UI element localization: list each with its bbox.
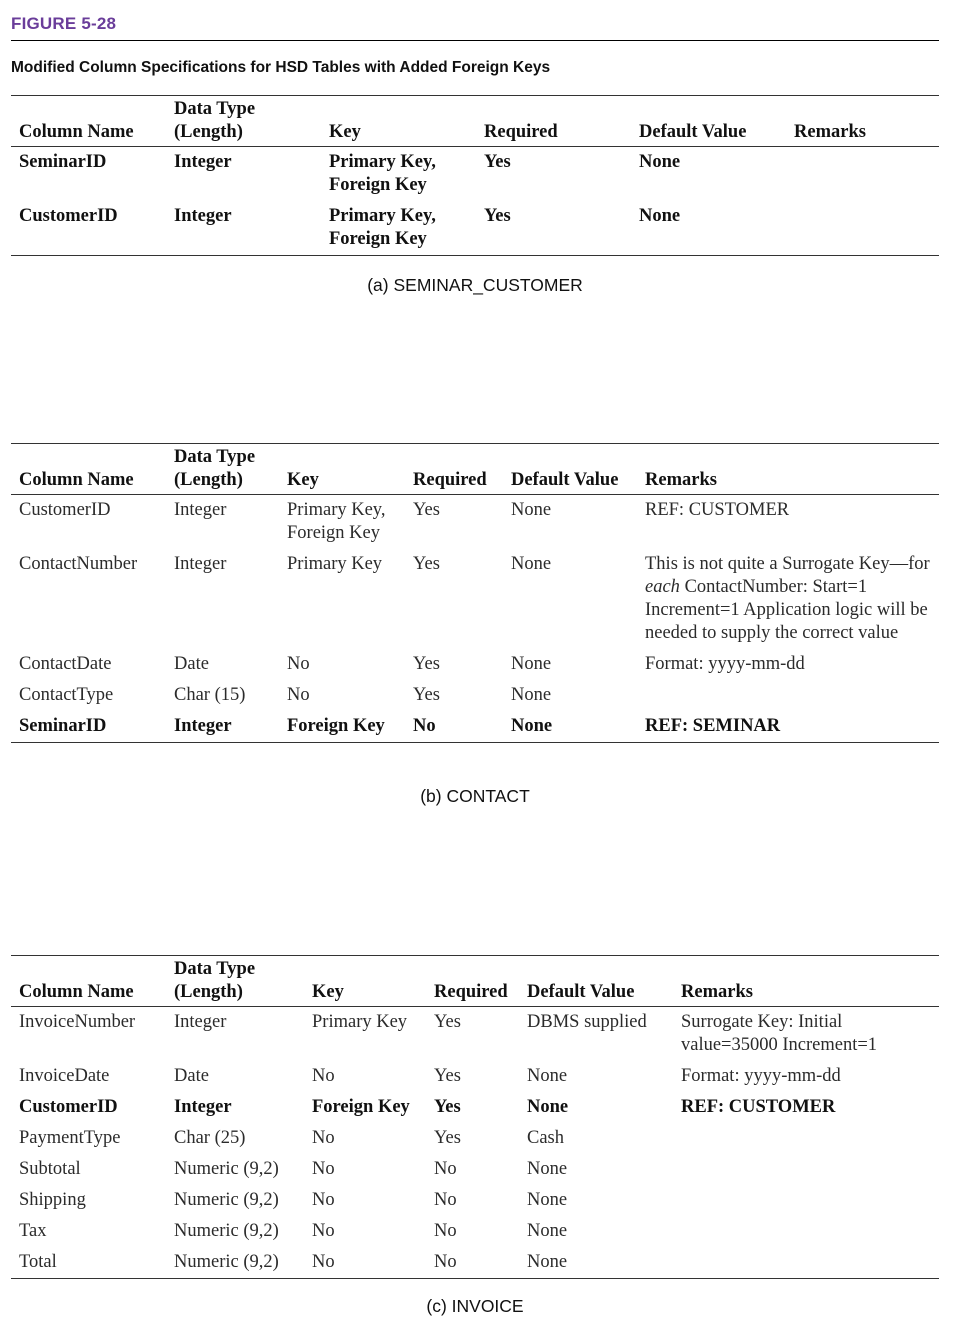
cell-remarks: Surrogate Key: Initial value=35000 Increment=1	[681, 1012, 878, 1055]
cell-required: Yes	[413, 685, 440, 705]
cell-key: Primary Key, Foreign Key	[287, 500, 386, 543]
cell-remarks: This is not quite a Surrogate Key—for each ContactNumber: Start=1 Increment=1 Application logic will be needed to supply the correct value	[645, 554, 930, 643]
cell-key: No	[312, 1190, 335, 1210]
header-data-type: Data Type (Length)	[174, 959, 256, 1002]
header-key: Key	[287, 470, 319, 490]
cell-column-name: CustomerID	[19, 1097, 118, 1117]
cell-required: Yes	[434, 1128, 461, 1148]
cell-default-value: None	[511, 654, 552, 674]
table-invoice	[11, 955, 939, 1279]
table-caption-a: (a) SEMINAR_CUSTOMER	[367, 275, 583, 295]
header-row	[11, 96, 939, 147]
header-remarks: Remarks	[681, 982, 753, 1002]
header-required: Required	[484, 122, 558, 142]
cell-key: Primary Key, Foreign Key	[329, 206, 436, 249]
header-default-value: Default Value	[527, 982, 635, 1002]
header-remarks: Remarks	[794, 122, 866, 142]
cell-required: No	[413, 716, 436, 736]
cell-default-value: None	[639, 152, 681, 172]
cell-remarks: REF: CUSTOMER	[681, 1097, 836, 1117]
cell-default-value: None	[527, 1190, 568, 1210]
header-key: Key	[312, 982, 344, 1002]
cell-remarks	[637, 680, 939, 711]
cell-remarks	[673, 1185, 939, 1216]
cell-required: Yes	[434, 1097, 461, 1117]
cell-key: No	[287, 654, 310, 674]
cell-column-name: Tax	[19, 1221, 47, 1241]
cell-data-type: Integer	[174, 152, 232, 172]
cell-key: Foreign Key	[287, 716, 385, 736]
table-caption-c: (c) INVOICE	[426, 1296, 524, 1316]
table-row	[11, 147, 939, 202]
header-column-name: Column Name	[19, 122, 134, 142]
cell-required: Yes	[434, 1066, 461, 1086]
cell-data-type: Date	[174, 1066, 209, 1086]
cell-default-value: Cash	[527, 1128, 564, 1148]
cell-data-type: Integer	[174, 554, 227, 574]
table-row	[11, 201, 939, 256]
cell-column-name: Shipping	[19, 1190, 86, 1210]
cell-default-value: None	[527, 1252, 568, 1272]
cell-column-name: CustomerID	[19, 500, 111, 520]
cell-required: Yes	[484, 206, 511, 226]
cell-required: Yes	[413, 554, 440, 574]
cell-remarks	[673, 1247, 939, 1279]
cell-default-value: None	[527, 1097, 569, 1117]
cell-remarks	[786, 201, 939, 256]
header-required: Required	[434, 982, 508, 1002]
cell-data-type: Integer	[174, 1097, 232, 1117]
table-row	[11, 1185, 939, 1216]
cell-data-type: Numeric (9,2)	[174, 1252, 279, 1272]
cell-remarks: Format: yyyy-mm-dd	[681, 1066, 841, 1086]
cell-required: Yes	[413, 500, 440, 520]
cell-column-name: SeminarID	[19, 716, 107, 736]
table-row	[11, 549, 939, 649]
cell-data-type: Numeric (9,2)	[174, 1221, 279, 1241]
cell-key: No	[312, 1252, 335, 1272]
header-data-type: Data Type (Length)	[174, 447, 256, 490]
header-data-type: Data Type (Length)	[174, 99, 256, 142]
cell-key: No	[312, 1159, 335, 1179]
cell-required: Yes	[413, 654, 440, 674]
header-key: Key	[329, 122, 361, 142]
header-column-name: Column Name	[19, 470, 134, 490]
cell-default-value: None	[511, 500, 552, 520]
cell-required: Yes	[434, 1012, 461, 1032]
cell-default-value: None	[511, 554, 552, 574]
cell-default-value: None	[527, 1221, 568, 1241]
cell-default-value: None	[511, 716, 553, 736]
figure-title: Modified Column Specifications for HSD Tables with Added Foreign Keys	[11, 59, 551, 76]
cell-column-name: SeminarID	[19, 152, 107, 172]
cell-column-name: Total	[19, 1252, 57, 1272]
cell-required: No	[434, 1190, 457, 1210]
table-row	[11, 1216, 939, 1247]
cell-remarks: Format: yyyy-mm-dd	[645, 654, 805, 674]
cell-data-type: Integer	[174, 206, 232, 226]
cell-required: No	[434, 1221, 457, 1241]
cell-default-value: None	[639, 206, 681, 226]
cell-key: Primary Key	[287, 554, 383, 574]
cell-key: Primary Key, Foreign Key	[329, 152, 436, 195]
table-row	[11, 495, 939, 550]
cell-required: Yes	[484, 152, 511, 172]
cell-default-value: None	[511, 685, 552, 705]
cell-column-name: InvoiceNumber	[19, 1012, 136, 1032]
table-row	[11, 1154, 939, 1185]
cell-required: No	[434, 1159, 457, 1179]
header-column-name: Column Name	[19, 982, 134, 1002]
cell-data-type: Integer	[174, 1012, 227, 1032]
cell-key: Primary Key	[312, 1012, 408, 1032]
header-default-value: Default Value	[639, 122, 747, 142]
cell-key: Foreign Key	[312, 1097, 410, 1117]
cell-data-type: Integer	[174, 716, 232, 736]
cell-column-name: ContactType	[19, 685, 114, 705]
cell-column-name: ContactDate	[19, 654, 112, 674]
cell-data-type: Char (15)	[174, 685, 246, 705]
cell-data-type: Numeric (9,2)	[174, 1159, 279, 1179]
table-caption-b: (b) CONTACT	[420, 786, 530, 806]
header-required: Required	[413, 470, 487, 490]
header-default-value: Default Value	[511, 470, 619, 490]
table-row	[11, 1092, 939, 1123]
table-row	[11, 680, 939, 711]
cell-data-type: Char (25)	[174, 1128, 246, 1148]
cell-default-value: None	[527, 1159, 568, 1179]
header-row	[11, 956, 939, 1007]
cell-data-type: Date	[174, 654, 209, 674]
table-row	[11, 1007, 939, 1062]
cell-required: No	[434, 1252, 457, 1272]
table-row	[11, 1061, 939, 1092]
table-row	[11, 1247, 939, 1279]
cell-column-name: PaymentType	[19, 1128, 121, 1148]
cell-key: No	[287, 685, 310, 705]
table-row	[11, 711, 939, 743]
cell-key: No	[312, 1066, 335, 1086]
cell-key: No	[312, 1221, 335, 1241]
cell-default-value: DBMS supplied	[527, 1012, 647, 1032]
cell-key: No	[312, 1128, 335, 1148]
cell-remarks: REF: CUSTOMER	[645, 500, 790, 520]
cell-column-name: CustomerID	[19, 206, 118, 226]
figure-label: FIGURE 5-28	[11, 14, 117, 33]
header-remarks: Remarks	[645, 470, 717, 490]
table-row	[11, 649, 939, 680]
table-row	[11, 1123, 939, 1154]
table-seminar-customer	[11, 95, 939, 256]
table-contact	[11, 443, 939, 743]
cell-column-name: Subtotal	[19, 1159, 81, 1179]
top-rule	[11, 40, 939, 41]
header-row	[11, 444, 939, 495]
cell-column-name: ContactNumber	[19, 554, 138, 574]
cell-data-type: Numeric (9,2)	[174, 1190, 279, 1210]
cell-remarks	[673, 1154, 939, 1185]
cell-remarks: REF: SEMINAR	[645, 716, 781, 736]
cell-default-value: None	[527, 1066, 568, 1086]
cell-remarks	[673, 1216, 939, 1247]
cell-column-name: InvoiceDate	[19, 1066, 110, 1086]
cell-remarks	[786, 147, 939, 202]
cell-data-type: Integer	[174, 500, 227, 520]
cell-remarks	[673, 1123, 939, 1154]
